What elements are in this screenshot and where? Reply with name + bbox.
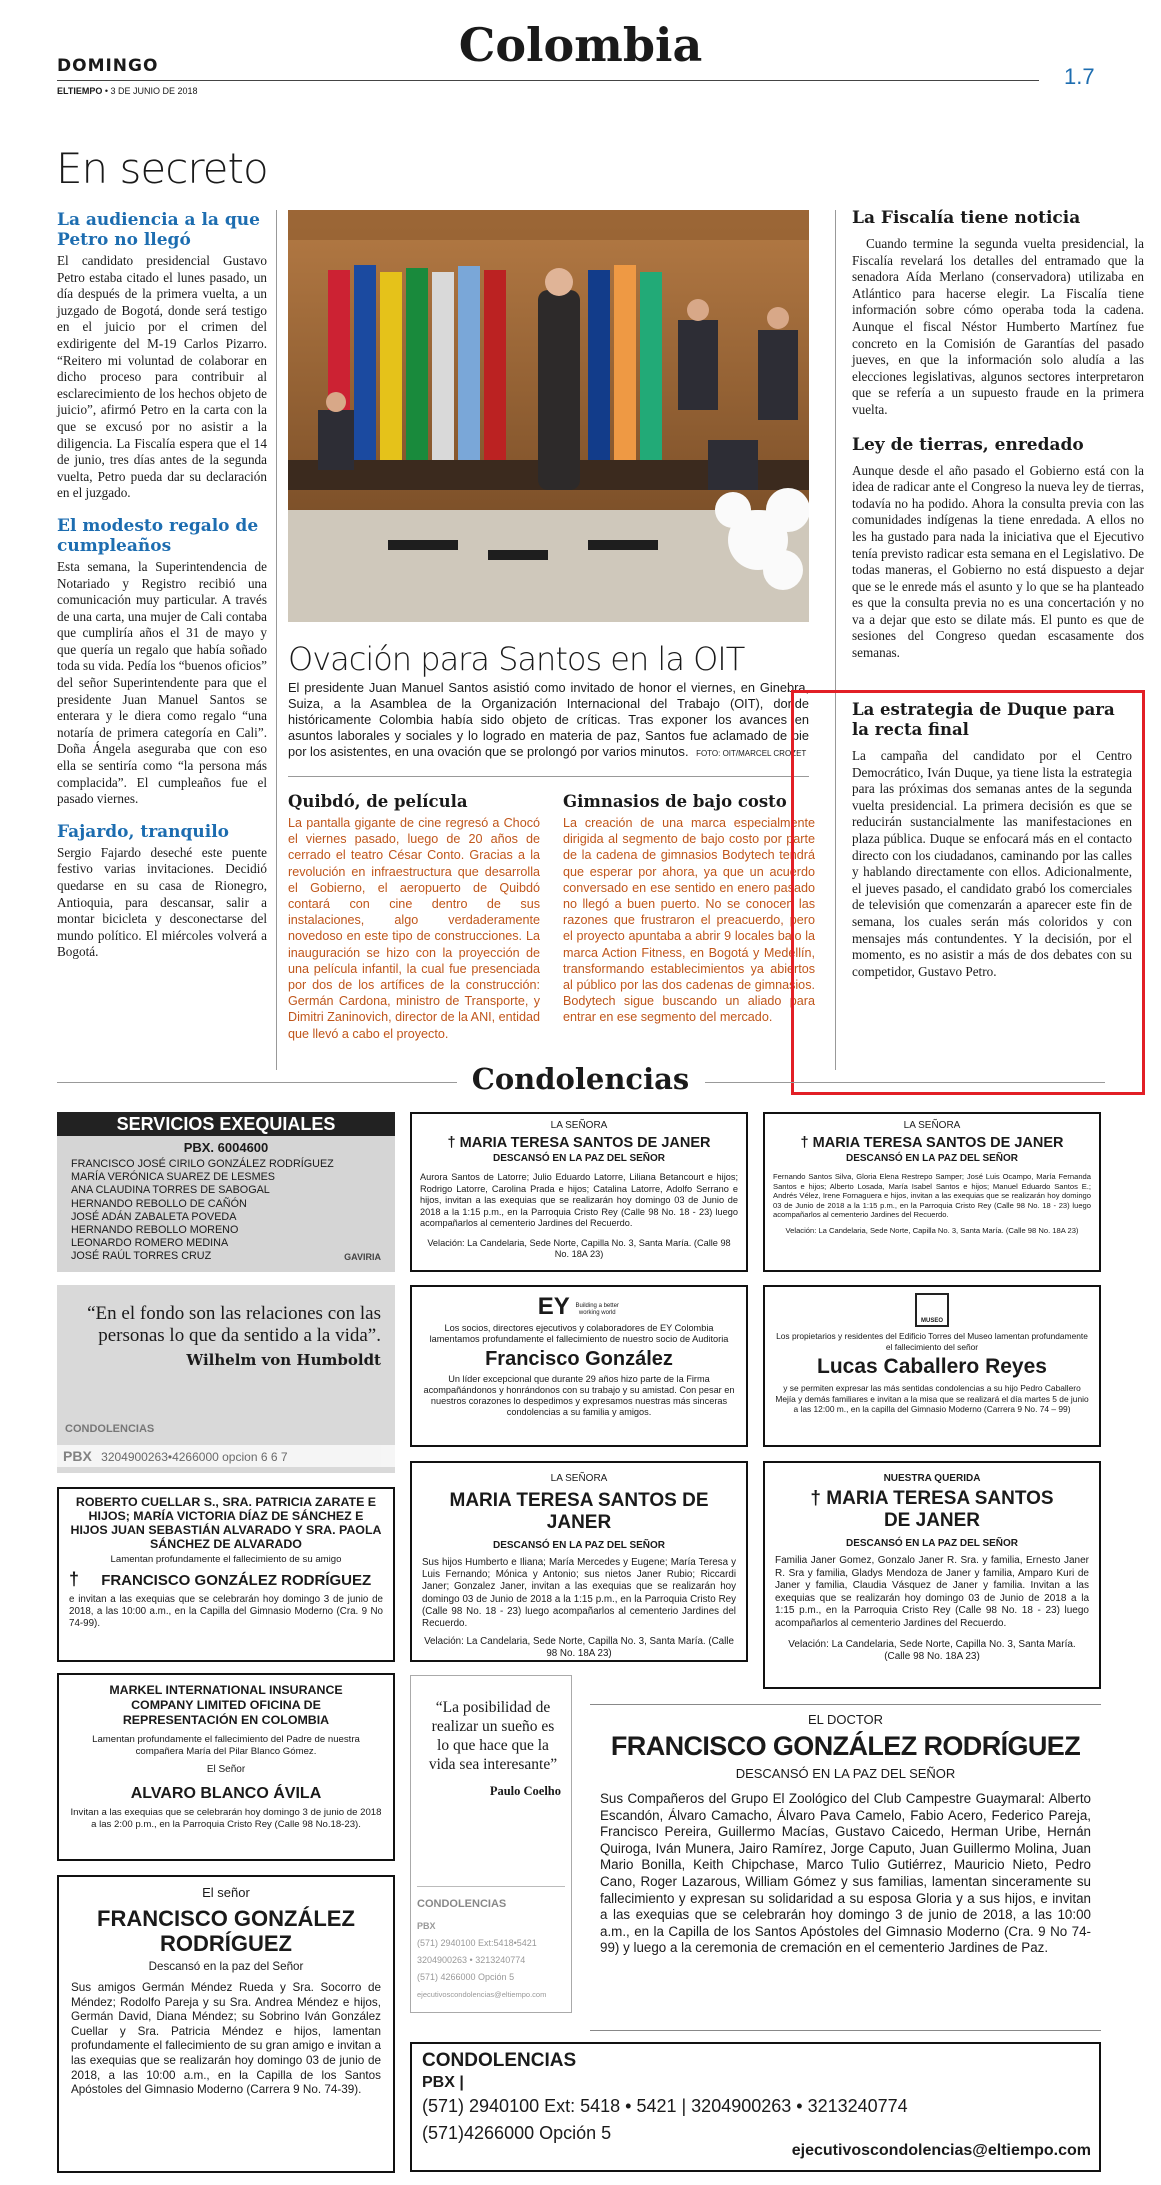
photo-headline: Ovación para Santos en la OIT: [288, 640, 745, 678]
mts4-body: Familia Janer Gomez, Gonzalo Janer R. Sra. y familia, Ernesto Janer R. Sra y familia, Gladys Mendoza de Janer y familia, Amparo Kuri de Janer y familia, Claudia Vásquez de Janer y familia. Invitan a las exequias que se realizarán hoy domingo 03 de Junio de 2018 a la 1:15 p.m., en la Parroquia Cristo Rey (Calle 98 No. 18 - 23) luego acompañarlos al cementerio Jardines del Recuerdo.: [775, 1555, 1089, 1629]
coelho-mail: ejecutivoscondolencias@eltiempo.com: [417, 1990, 547, 1999]
mts3-pre: LA SEÑORA: [550, 1473, 608, 1484]
mts2-body: Fernando Santos Silva, Gloria Elena Restrepo Samper; José Luis Ocampo, María Fernanda Santos e hijos; Alberto Losada, María Isabel Santos e hijos; Manuel Eduardo Santos E.; Andrés Vélez, Irene Fornaguera e hijos, invitan a las exequias que se realizarán hoy domingo 03 de Junio de 2018 a la 1:15 p.m., en la Parroquia Cristo Rey (Calle 98 No. 18 - 23) luego acompañarlos al cementerio Jardines del Recuerdo.: [773, 1172, 1091, 1220]
obituary-doctor: [590, 1706, 1101, 2028]
photo-credit: FOTO: OIT/MARCEL CROZET: [696, 749, 807, 758]
mts1-name: MARIA TERESA SANTOS DE JANER: [459, 1135, 711, 1151]
santos-photo: [288, 210, 809, 622]
mts3-sub: DESCANSÓ EN LA PAZ DEL SEÑOR: [492, 1540, 666, 1551]
mts3-body: Sus hijos Humberto e Iliana; María Mercedes y Eugene; María Teresa y Luis Fernando; Mónica y Antonio; sus nietos Janer Rubio; Riccardi Janer; Gonzalez Janer, invitan a las exequias que se realizarán hoy domingo 03 de Junio de 2018 a la 1:15 p.m., en la Parroquia Cristo Rey (Calle 98 No. 18 - 23) luego acompañarlos al cementerio Jardines del Recuerdo.: [422, 1557, 736, 1630]
mts3-velacion: Velación: La Candelaria, Sede Norte, Capilla No. 3, Santa María. (Calle 98 No. 18A 23): [424, 1636, 734, 1660]
coelho-rule: [417, 1886, 565, 1887]
brief-quibdo-title: Quibdó, de película: [288, 792, 468, 811]
cross-icon: †: [800, 1135, 809, 1151]
brief-regalo-title: El modesto regalo de cumpleaños: [57, 515, 259, 556]
header-rule: [57, 80, 1039, 81]
coelho-pbx: PBX: [417, 1921, 436, 1931]
mts3-name: MARIA TERESA SANTOS DE JANER: [449, 1490, 709, 1533]
humboldt-quote: “En el fondo son las relaciones con las personas lo que da sentido a la vida”.: [87, 1303, 381, 1346]
footer-pbx: PBX |: [422, 2074, 464, 2091]
brief-duque-text: La campaña del candidato por el Centro Democrático, Iván Duque, ya tiene lista la estrategia para las próximas dos semanas antes de la segunda vuelta presidencial. La primera decisión es que se reducirán sustancialmente las manifestaciones en plaza pública. Duque se enfocará más en el contacto directo con los ciudadanos, caminando por las calles y hablando directamente con ellos. Adicionalmente, el jueves pasado, el candidato grabó los comerciales de televisión que comenzarán a aparecer este fin de semana, los cuales serán más coloridos y con mensajes más contundentes. Y la decisión, por el momento, es no asistir a más de dos debates con su competidor, Gustavo Petro.: [852, 748, 1132, 979]
brief-tierras-title: Ley de tierras, enredado: [852, 434, 1084, 455]
cross-icon: †: [69, 1569, 80, 1589]
photo-caption: [288, 680, 809, 762]
mts2-sub: DESCANSÓ EN LA PAZ DEL SEÑOR: [845, 1153, 1019, 1164]
mts4-name: MARIA TERESA SANTOS DE JANER: [826, 1488, 1054, 1531]
mts2-name-line: [773, 1135, 1091, 1151]
markel-lam: Lamentan profundamente el fallecimiento del Padre de nuestra compañera María del Pilar Blanco Gómez.: [92, 1734, 360, 1757]
coelho-label: CONDOLENCIAS: [417, 1898, 507, 1910]
coelho-line3: (571) 4266000 Opción 5: [417, 1972, 515, 1982]
gaviria-logo: GAVIRIA: [344, 1252, 381, 1262]
brief-regalo-text: Esta semana, la Superintendencia de Notariado y Registro recibió una comunicación muy particular. A través de una carta, una mujer de Cali contaba que cumpliría años el 31 de mayo y que quería un regalo que había soñado toda su vida. Pedía los “buenos oficios” del señor Superintendente para que el presidente Juan Manuel Santos se enterara y le diera como regalo “una notaría de primera categoría en Cali”. Doña Ángela aseguraba que con eso ella se sentiría como “la persona más complacida”. El cumpleaños fue el pasado viernes.: [57, 558, 267, 807]
markel-name: ALVARO BLANCO ÁVILA: [130, 1785, 322, 1802]
servicios-name: JOSÉ RAÚL TORRES CRUZ: [71, 1250, 212, 1263]
photo-rule: [288, 776, 809, 777]
mts4-name-line: [795, 1488, 1069, 1532]
servicios-title: SERVICIOS EXEQUIALES: [57, 1112, 395, 1136]
markel-body: Invitan a las exequias que se celebrarán hoy domingo 3 de junio de 2018 a las 2:00 p.m., en la Parroquia Cristo Rey (Calle 98 No.18-23).: [70, 1807, 382, 1830]
servicios-name: FRANCISCO JOSÉ CIRILO GONZÁLEZ RODRÍGUEZ: [71, 1158, 334, 1170]
senor-pre: El señor: [202, 1885, 250, 1900]
mts2-velacion: Velación: La Candelaria, Sede Norte, Capilla No. 3, Santa María. (Calle 98 No. 18A 23): [785, 1225, 1079, 1235]
servicios-name: LEONARDO ROMERO MEDINA: [71, 1237, 229, 1250]
mts2-name: MARIA TERESA SANTOS DE JANER: [812, 1135, 1064, 1151]
footer-condolencias-ad: [410, 2042, 1101, 2172]
humboldt-phones: 3204900263•4266000 opcion 6 6 7: [101, 1450, 288, 1464]
footer-label: CONDOLENCIAS: [422, 2050, 577, 2071]
brief-gimnasios: [563, 792, 815, 1026]
humboldt-pbx: PBX: [63, 1448, 92, 1464]
secreto-left-column: [57, 210, 267, 961]
ey-tagline: Building a better working world: [575, 1302, 619, 1316]
mts1-velacion: Velación: La Candelaria, Sede Norte, Capilla No. 3, Santa María. (Calle 98 No. 18A 23): [427, 1237, 731, 1259]
brief-fajardo-title: Fajardo, tranquilo: [57, 821, 230, 842]
ey-intro: Los socios, directores ejecutivos y colaboradores de EY Colombia lamentamos profundamente el fallecimiento de nuestro socio de Auditoria: [429, 1323, 729, 1344]
brief-petro-text: El candidato presidencial Gustavo Petro estaba citado el lunes pasado, un día después de la primera vuelta, a un juzgado de Bogotá, donde será testigo en el juicio por el crimen del exdirigente del M-19 Carlos Pizarro. “Reitero mi voluntad de colaborar en dicho proceso para contribuir al esclarecimiento de los hechos objeto de juicio”, afirmó Petro en la carta con la que se excusó por no asistir a la diligencia. La Fiscalía espera que el 14 de junio, tres días antes de la segunda vuelta, Petro pueda dar su declaración en el juzgado.: [57, 253, 267, 501]
brief-fajardo-text: Sergio Fajardo deseché este puente festivo varias invitaciones. Decidió quedarse en su casa de Rionegro, Antioquia, para descansar, salir a montar bicicleta y desconectarse del mundo político. El miércoles volverá a Bogotá.: [57, 844, 267, 960]
brief-petro-title: La audiencia a la que Petro no llegó: [57, 210, 260, 250]
museo-body: y se permiten expresar las más sentidas condolencias a su hijo Pedro Caballero Mejía y demás familiares e invitan a la misa que se realizará el día martes 5 de junio a las 12:00 m., en la capilla del Gimnasio Moderno (Carrera 9 No. 74 – 99): [775, 1383, 1089, 1414]
page-number: 1.7: [1064, 64, 1095, 89]
footer-line2: (571)4266000 Opción 5: [422, 2123, 612, 2143]
cuellar-head: ROBERTO CUELLAR S., SRA. PATRICIA ZARATE E HIJOS; MARÍA VICTORIA DÍAZ DE SÁNCHEZ E HIJOS JUAN SEBASTIÁN ALVARADO Y SRA. PAOLA SÁNCHEZ DE ALVARADO: [70, 1495, 382, 1551]
humboldt-label: CONDOLENCIAS: [65, 1423, 155, 1435]
ey-logo-row: [422, 1293, 736, 1321]
section-title: Colombia: [458, 18, 703, 72]
brief-fiscalia-text: Cuando termine la segunda vuelta presidencial, la Fiscalía revelará los detalles del entramado que la senadora Aída Merlano (conservadora) utilizaba en Atlántico para hacerse elegir. La Fiscalía tiene información sobre cómo operaba toda la cadena. Aunque el fiscal Néstor Humberto Martínez fue concreto en la Comisión de Garantías del pasado jueves, en que la información solo aludía a las elecciones legislativas, algunos sectores interpretaron que se refería a un supuesto fraude en la primera vuelta.: [852, 236, 1144, 417]
header-day: DOMINGO: [57, 56, 159, 76]
footer-mail: ejecutivoscondolencias@eltiempo.com: [791, 2142, 1091, 2159]
brief-duque: [852, 700, 1132, 980]
mts1-pre: LA SEÑORA: [550, 1120, 608, 1131]
cross-icon: †: [810, 1488, 821, 1509]
obituary-ey: [410, 1285, 748, 1447]
mts4-sub: DESCANSÓ EN LA PAZ DEL SEÑOR: [845, 1538, 1019, 1549]
senor-sub: Descansó en la paz del Señor: [148, 1960, 304, 1973]
doctor-top-rule: [590, 1704, 1101, 1705]
brief-quibdo: [288, 792, 540, 1042]
mts1-sub: DESCANSÓ EN LA PAZ DEL SEÑOR: [492, 1153, 666, 1164]
obituary-mts-3: [410, 1461, 748, 1662]
obituary-mts-2: [763, 1112, 1101, 1272]
obituary-mts-1: [410, 1112, 748, 1272]
markel-head: MARKEL INTERNATIONAL INSURANCE COMPANY LIMITED OFICINA DE REPRESENTACIÓN EN COLOMBIA: [109, 1683, 343, 1727]
servicios-name: JOSÉ ADÁN ZABALETA POVEDA: [71, 1210, 237, 1223]
col-rule-1: [276, 210, 277, 1070]
coelho-author: Paulo Coelho: [489, 1784, 561, 1798]
doctor-pre: EL DOCTOR: [807, 1712, 884, 1727]
footer-line1: (571) 2940100 Ext: 5418 • 5421 | 3204900263 • 3213240774: [422, 2096, 908, 2116]
doctor-sub: DESCANSÓ EN LA PAZ DEL SEÑOR: [735, 1766, 956, 1781]
servicios-names: [71, 1158, 395, 1264]
brief-gimnasios-text: La creación de una marca especialmente dirigida al segmento de bajo costo por parte de la cadena de gimnasios Bodytech tendrá que esperar por ahora, ya que un acuerdo conversado en ese sentido en enero pasado no llegó a buen puerto. No se conocen las razones que frustraron el preacuerdo, pero el proyecto apuntaba a abrir 9 locales bajo la marca Action Fitness, en Bogotá y Medellín, transformando establecimientos ya abiertos al público por las dos cadenas de gimnasios. Bodytech sigue buscando un aliado para entrar en ese segmento del mercado.: [563, 816, 815, 1025]
humboldt-author: Wilhelm von Humboldt: [186, 1351, 381, 1369]
cross-icon: †: [447, 1135, 456, 1151]
humboldt-pbx-row: [57, 1445, 395, 1467]
quote-humboldt-ad: [57, 1285, 395, 1473]
coelho-line1: (571) 2940100 Ext:5418•5421: [417, 1938, 537, 1948]
cuellar-name-line: [69, 1569, 383, 1590]
museo-logo: MUSEO: [915, 1293, 949, 1327]
secreto-right-column: [852, 208, 1144, 662]
servicios-name: HERNANDO REBOLLO MORENO: [71, 1224, 239, 1237]
obituary-cuellar: [57, 1487, 395, 1662]
mts1-body: Aurora Santos de Latorre; Julio Eduardo Latorre, Liliana Betancourt e hijos; Rodrigo Latorre, Carolina Prada e hijos; Catalina Latorre, Adolfo Serrano e hijos, invitan a las exequias que se realizarán hoy domingo 03 de Junio de 2018 a la 1:15 p.m., en la Parroquia Cristo Rey (Calle 98 No. 18 - 23) luego acompañarlos al cementerio Jardines del Recuerdo.: [420, 1172, 738, 1228]
obituary-mts-4: [763, 1461, 1101, 1689]
senor-body: Sus amigos Germán Méndez Rueda y Sra. Socorro de Méndez; Rodolfo Pareja y su Sra. Andrea Méndez e hijos, Germán David, Diana Méndez; su Sobrino Iván González Cuellar y Sra. Patricia Méndez e hijos, lamentan profundamente el fallecimiento de su gran amigo e invitan a las exequias que se realizarán hoy domingo 03 de junio de 2018, a las 10:00 a.m., en la Capilla de los Santos Apóstoles del Gimnasio Moderno (Carrera 9 No. 74-39).: [71, 1981, 381, 2097]
cuellar-lam: Lamentan profundamente el fallecimiento de su amigo: [110, 1554, 342, 1565]
doctor-name: FRANCISCO GONZÁLEZ RODRÍGUEZ: [610, 1731, 1081, 1761]
photo-caption-text: El presidente Juan Manuel Santos asistió como invitado de honor el viernes, en Ginebra, Suiza, a la Asamblea de la Organización Internacional del Trabajo (OIT), donde históricamente Colombia había sido objeto de críticas. Tras exponer los avances en asuntos laborales y sociales y lo logrado en materia de paz, Santos fue aclamado de pie por los asistentes, en una ovación que se prolongó por varios minutos.: [288, 680, 809, 759]
cuellar-name: FRANCISCO GONZÁLEZ RODRÍGUEZ: [101, 1572, 372, 1589]
ey-body: Un líder excepcional que durante 29 años hizo parte de la Firma acompañándonos y honrándonos con su trabajo y su amistad. Con pesar en nuestros corazones lo despedimos y expresamos nuestras más sinceras condolencias a su familia y amigos.: [423, 1374, 735, 1417]
mts1-name-line: [420, 1135, 738, 1151]
coelho-contact: [417, 1918, 546, 2003]
coelho-line2: 3204900263 • 3213240774: [417, 1955, 526, 1965]
brief-duque-title: La estrategia de Duque para la recta final: [852, 700, 1115, 739]
doctor-bottom-rule: [590, 2030, 1101, 2031]
header-date-line: [57, 86, 198, 96]
servicios-name: HERNANDO REBOLLO DE CAÑÓN: [71, 1197, 247, 1210]
quote-coelho-ad: [410, 1675, 572, 2013]
mts2-pre: LA SEÑORA: [903, 1120, 961, 1131]
ey-logo: EY: [537, 1293, 570, 1320]
cuellar-body: e invitan a las exequias que se celebrarán hoy domingo 3 de junio de 2018, a las 10:00 a.m., en la Capilla del Gimnasio Moderno (Cra. 9 No 74-99).: [69, 1594, 383, 1629]
coelho-quote: “La posibilidad de realizar un sueño es lo que hace que la vida sea interesante”: [428, 1699, 558, 1773]
servicios-exequiales-ad: [57, 1112, 395, 1272]
photo-illustration: [288, 210, 809, 622]
museo-intro: Los propietarios y residentes del Edificio Torres del Museo lamentan profundamente el fallecimiento del señor: [776, 1331, 1088, 1352]
servicios-pbx: PBX. 6004600: [183, 1140, 269, 1155]
doctor-body: Sus Compañeros del Grupo El Zoológico del Club Campestre Guaymaral: Alberto Escandón, Álvaro Camacho, Álvaro Pava Camelo, Fabio Acero, Federico Pareja, Francisco Pereira, Guillermo Macías, Gustavo Caicedo, Herman Uribe, Hernán Quiroga, Iván Munera, Jairo Ramírez, Jorge Caputo, Juan Guillermo Molina, Juan Mario Bonilla, Keith Chipchase, Marco Tulio Gutiérrez, Mauricio Nieto, Pedro Cano, Roger Lazarous, William Gómez y sus familias, lamentan sinceramente su fallecimiento y expresan su solidaridad a su esposa Gloria y a sus hijos, e invitan a las exequias que se celebrarán hoy domingo 3 de junio de 2018, a las 10:00 a.m., en la Capilla de los Santos Apóstoles del Gimnasio Moderno (Cra. 9 No 74-99) y luego a la ceremonia de cremación en el cementerio Jardines de Paz.: [600, 1791, 1091, 1956]
obituary-markel: [57, 1673, 395, 1861]
ey-name: Francisco González: [485, 1348, 673, 1370]
markel-pre: El Señor: [206, 1764, 246, 1775]
museo-name: Lucas Caballero Reyes: [817, 1355, 1047, 1378]
mts4-velacion: Velación: La Candelaria, Sede Norte, Capilla No. 3, Santa María. (Calle 98 No. 18A 23): [788, 1638, 1076, 1662]
brief-gimnasios-title: Gimnasios de bajo costo: [563, 792, 787, 811]
senor-name: FRANCISCO GONZÁLEZ RODRÍGUEZ: [97, 1906, 355, 1956]
condolencias-title: Condolencias: [471, 1062, 690, 1096]
brief-tierras-text: Aunque desde el año pasado el Gobierno está con la idea de radicar ante el Congreso la nueva ley de tierras, todavía no ha podido. Ahora la consulta previa con las comunidades indígenas la tiene enredada. A ellos no les ha gustado para nada la iniciativa que el Ejecutivo tenía previsto radicar esta semana en el Legislativo. De todas maneras, el Gobierno no está dispuesto a dejar que se le enrede más el asunto y lo que se ha planteado es que la consulta previa no es una concertación y no va a dejar que esto se dilate más. El punto es que de sesiones del Congreso quedan escasamente dos semanas.: [852, 462, 1144, 661]
obituary-senor: [57, 1875, 395, 2173]
header-date: • 3 DE JUNIO DE 2018: [104, 86, 198, 96]
brief-fiscalia-title: La Fiscalía tiene noticia: [852, 208, 1081, 228]
header-paper: ELTIEMPO: [57, 86, 103, 96]
servicios-name: MARÍA VERÓNICA SUAREZ DE LESMES: [71, 1171, 275, 1184]
secreto-title: En secreto: [56, 144, 268, 193]
mts4-pre: NUESTRA QUERIDA: [883, 1473, 981, 1484]
obituary-museo: [763, 1285, 1101, 1447]
servicios-name: ANA CLAUDINA TORRES DE SABOGAL: [71, 1184, 270, 1197]
brief-quibdo-text: La pantalla gigante de cine regresó a Chocó el viernes pasado, luego de 20 años de cerrado el teatro César Conto. Gracias a la revolución en infraestructura que desarrolla el Gobierno, el aeropuerto de Quibdó contará con cine dentro de sus instalaciones, algo verdaderamente novedoso en este tipo de construcciones. La inauguración se hizo con la proyección de una película infantil, la cual fue presenciada por dos de los artífices de la construcción: Germán Cardona, ministro de Transporte, y Dimitri Zaninovich, director de la ANI, entidad que llevó a cabo el proyecto.: [288, 816, 540, 1041]
